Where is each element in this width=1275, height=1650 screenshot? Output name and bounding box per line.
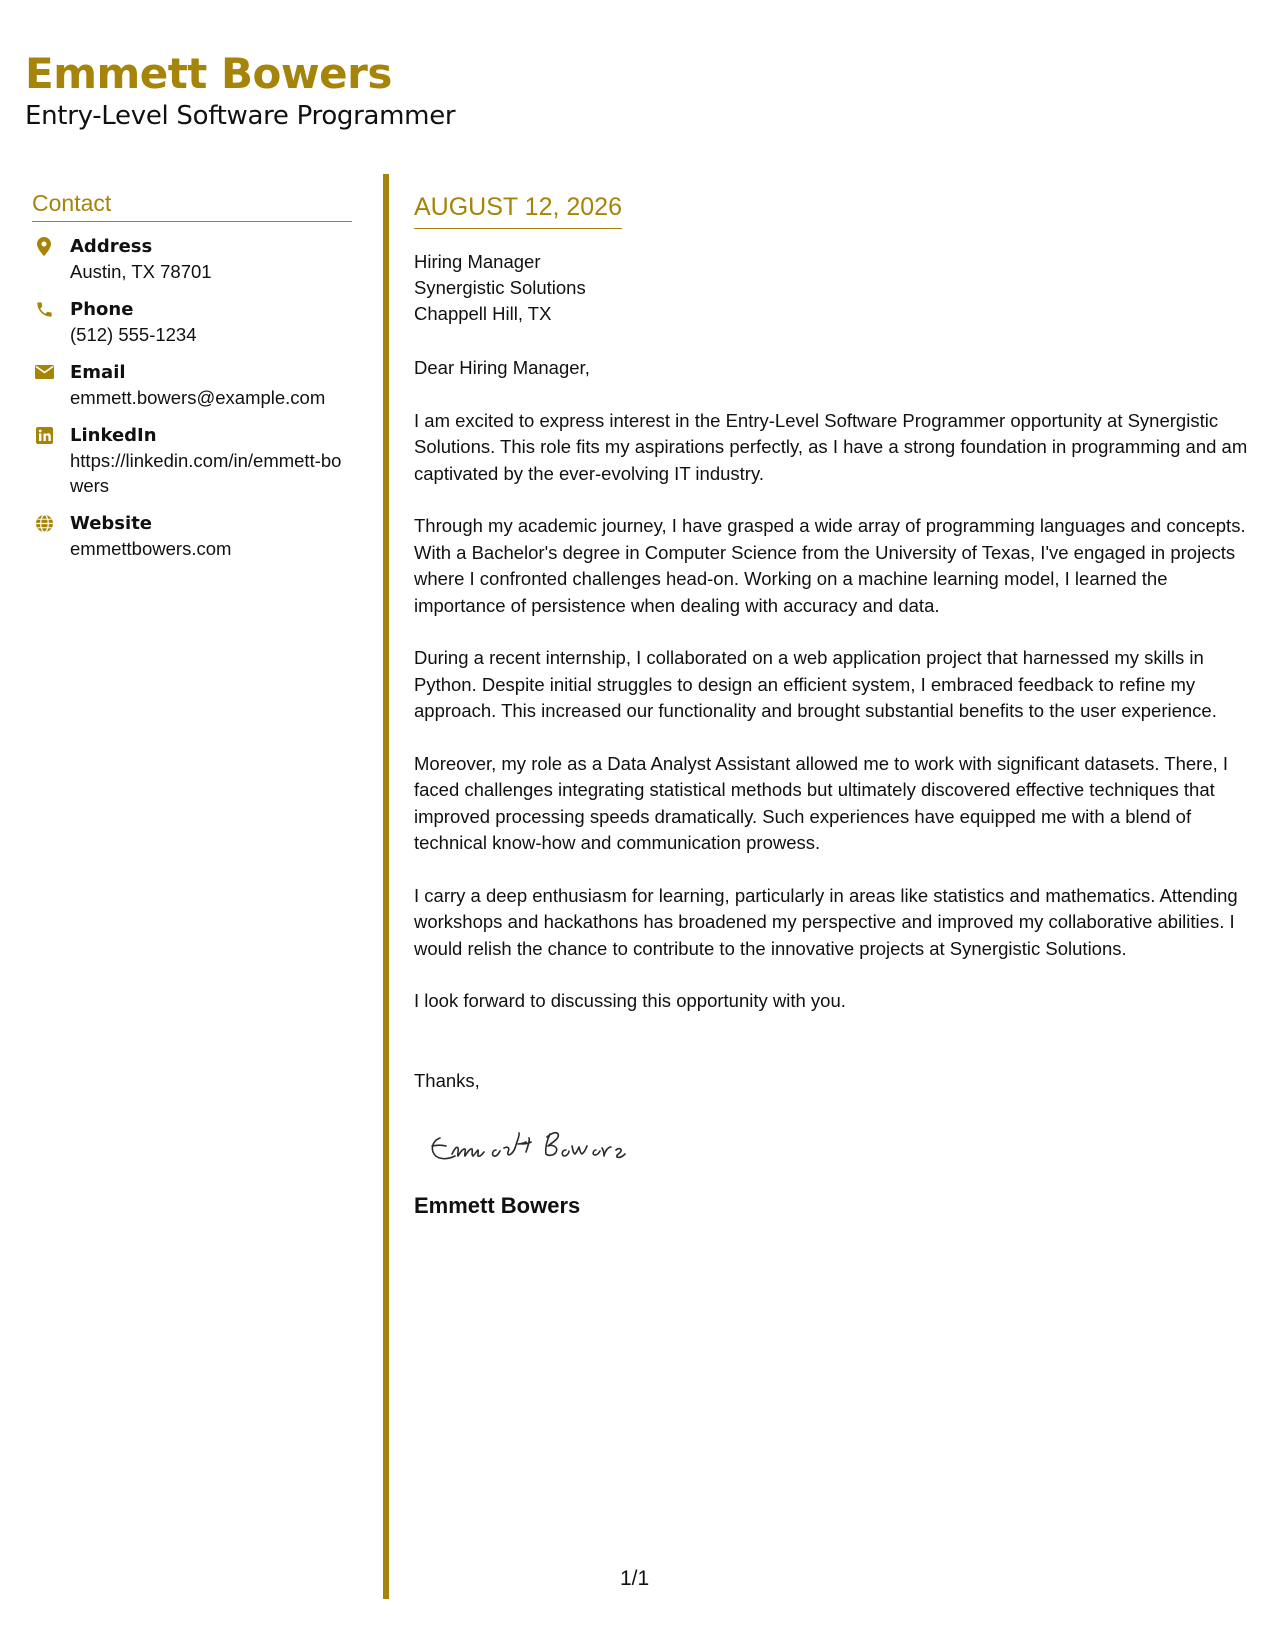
recipient-block bbox=[414, 249, 1254, 327]
contact-value: Austin, TX 78701 bbox=[70, 261, 212, 282]
contact-value: (512) 555-1234 bbox=[70, 324, 197, 345]
contact-item-website bbox=[32, 511, 352, 561]
map-pin-icon bbox=[34, 236, 54, 256]
contact-value: https://linkedin.com/in/emmett-bowers bbox=[70, 450, 342, 496]
globe-icon bbox=[34, 513, 54, 533]
body-paragraph: Moreover, my role as a Data Analyst Assistant allowed me to work with significant datasets. There, I faced challenges integrating statistical methods but ultimately discovered effective techniques that improved processing speeds dramatically. Such experiences have equipped me with a blend of technical know-how and communication prowess. bbox=[414, 752, 1229, 853]
contact-item-address bbox=[32, 234, 352, 284]
contact-sidebar bbox=[32, 188, 352, 574]
applicant-title: Entry-Level Software Programmer bbox=[25, 101, 456, 131]
body-paragraph: During a recent internship, I collaborated on a web application project that harnessed my skills in Python. Despite initial struggles to design an efficient system, I embraced feedback to refine my approach. This increased our functionality and brought substantial benefits to the user experience. bbox=[414, 647, 1217, 721]
envelope-icon bbox=[34, 362, 54, 382]
body-paragraph: Through my academic journey, I have grasped a wide array of programming languages and concepts. With a Bachelor's degree in Computer Science from the University of Texas, I've engaged in projects where I confronted challenges head-on. Working on a machine learning model, I learned the importance of persistence when dealing with accuracy and data. bbox=[414, 515, 1246, 616]
body-paragraph: I am excited to express interest in the Entry-Level Software Programmer opportunity at Synergistic Solutions. This role fits my aspirations perfectly, as I have a strong foundation in programming and am captivated by the ever-evolving IT industry. bbox=[414, 409, 1248, 484]
handwritten-signature bbox=[426, 1124, 1254, 1174]
signer-name: Emmett Bowers bbox=[414, 1193, 581, 1218]
recipient-line: Hiring Manager bbox=[414, 251, 541, 272]
column-divider bbox=[383, 174, 389, 1599]
contact-heading: Contact bbox=[32, 188, 352, 222]
phone-icon bbox=[34, 299, 54, 319]
contact-value: emmettbowers.com bbox=[70, 538, 232, 559]
letter-header bbox=[25, 48, 455, 132]
recipient-line: Chappell Hill, TX bbox=[414, 303, 552, 324]
closing: Thanks, bbox=[414, 1069, 480, 1091]
contact-label: Website bbox=[70, 513, 153, 534]
linkedin-icon bbox=[34, 425, 54, 445]
contact-label: Email bbox=[70, 362, 126, 383]
contact-item-email bbox=[32, 360, 352, 410]
letter-date: AUGUST 12, 2026 bbox=[414, 192, 622, 229]
body-paragraph: I look forward to discussing this opportunity with you. bbox=[414, 990, 846, 1011]
contact-item-phone bbox=[32, 297, 352, 347]
salutation: Dear Hiring Manager, bbox=[414, 357, 590, 378]
contact-value: emmett.bowers@example.com bbox=[70, 387, 326, 408]
contact-label: Phone bbox=[70, 299, 134, 320]
page-number: 1/1 bbox=[620, 1567, 650, 1590]
contact-item-linkedin bbox=[32, 423, 352, 498]
contact-label: Address bbox=[70, 236, 153, 257]
applicant-name: Emmett Bowers bbox=[25, 49, 392, 98]
recipient-line: Synergistic Solutions bbox=[414, 277, 586, 298]
body-paragraph: I carry a deep enthusiasm for learning, particularly in areas like statistics and mathematics. Attending workshops and hackathons has broadened my perspective and improved my collaborative abilities. I would relish the chance to contribute to the innovative projects at Synergistic Solutions. bbox=[414, 884, 1238, 959]
letter-body bbox=[414, 192, 1254, 1220]
contact-label: LinkedIn bbox=[70, 425, 157, 446]
